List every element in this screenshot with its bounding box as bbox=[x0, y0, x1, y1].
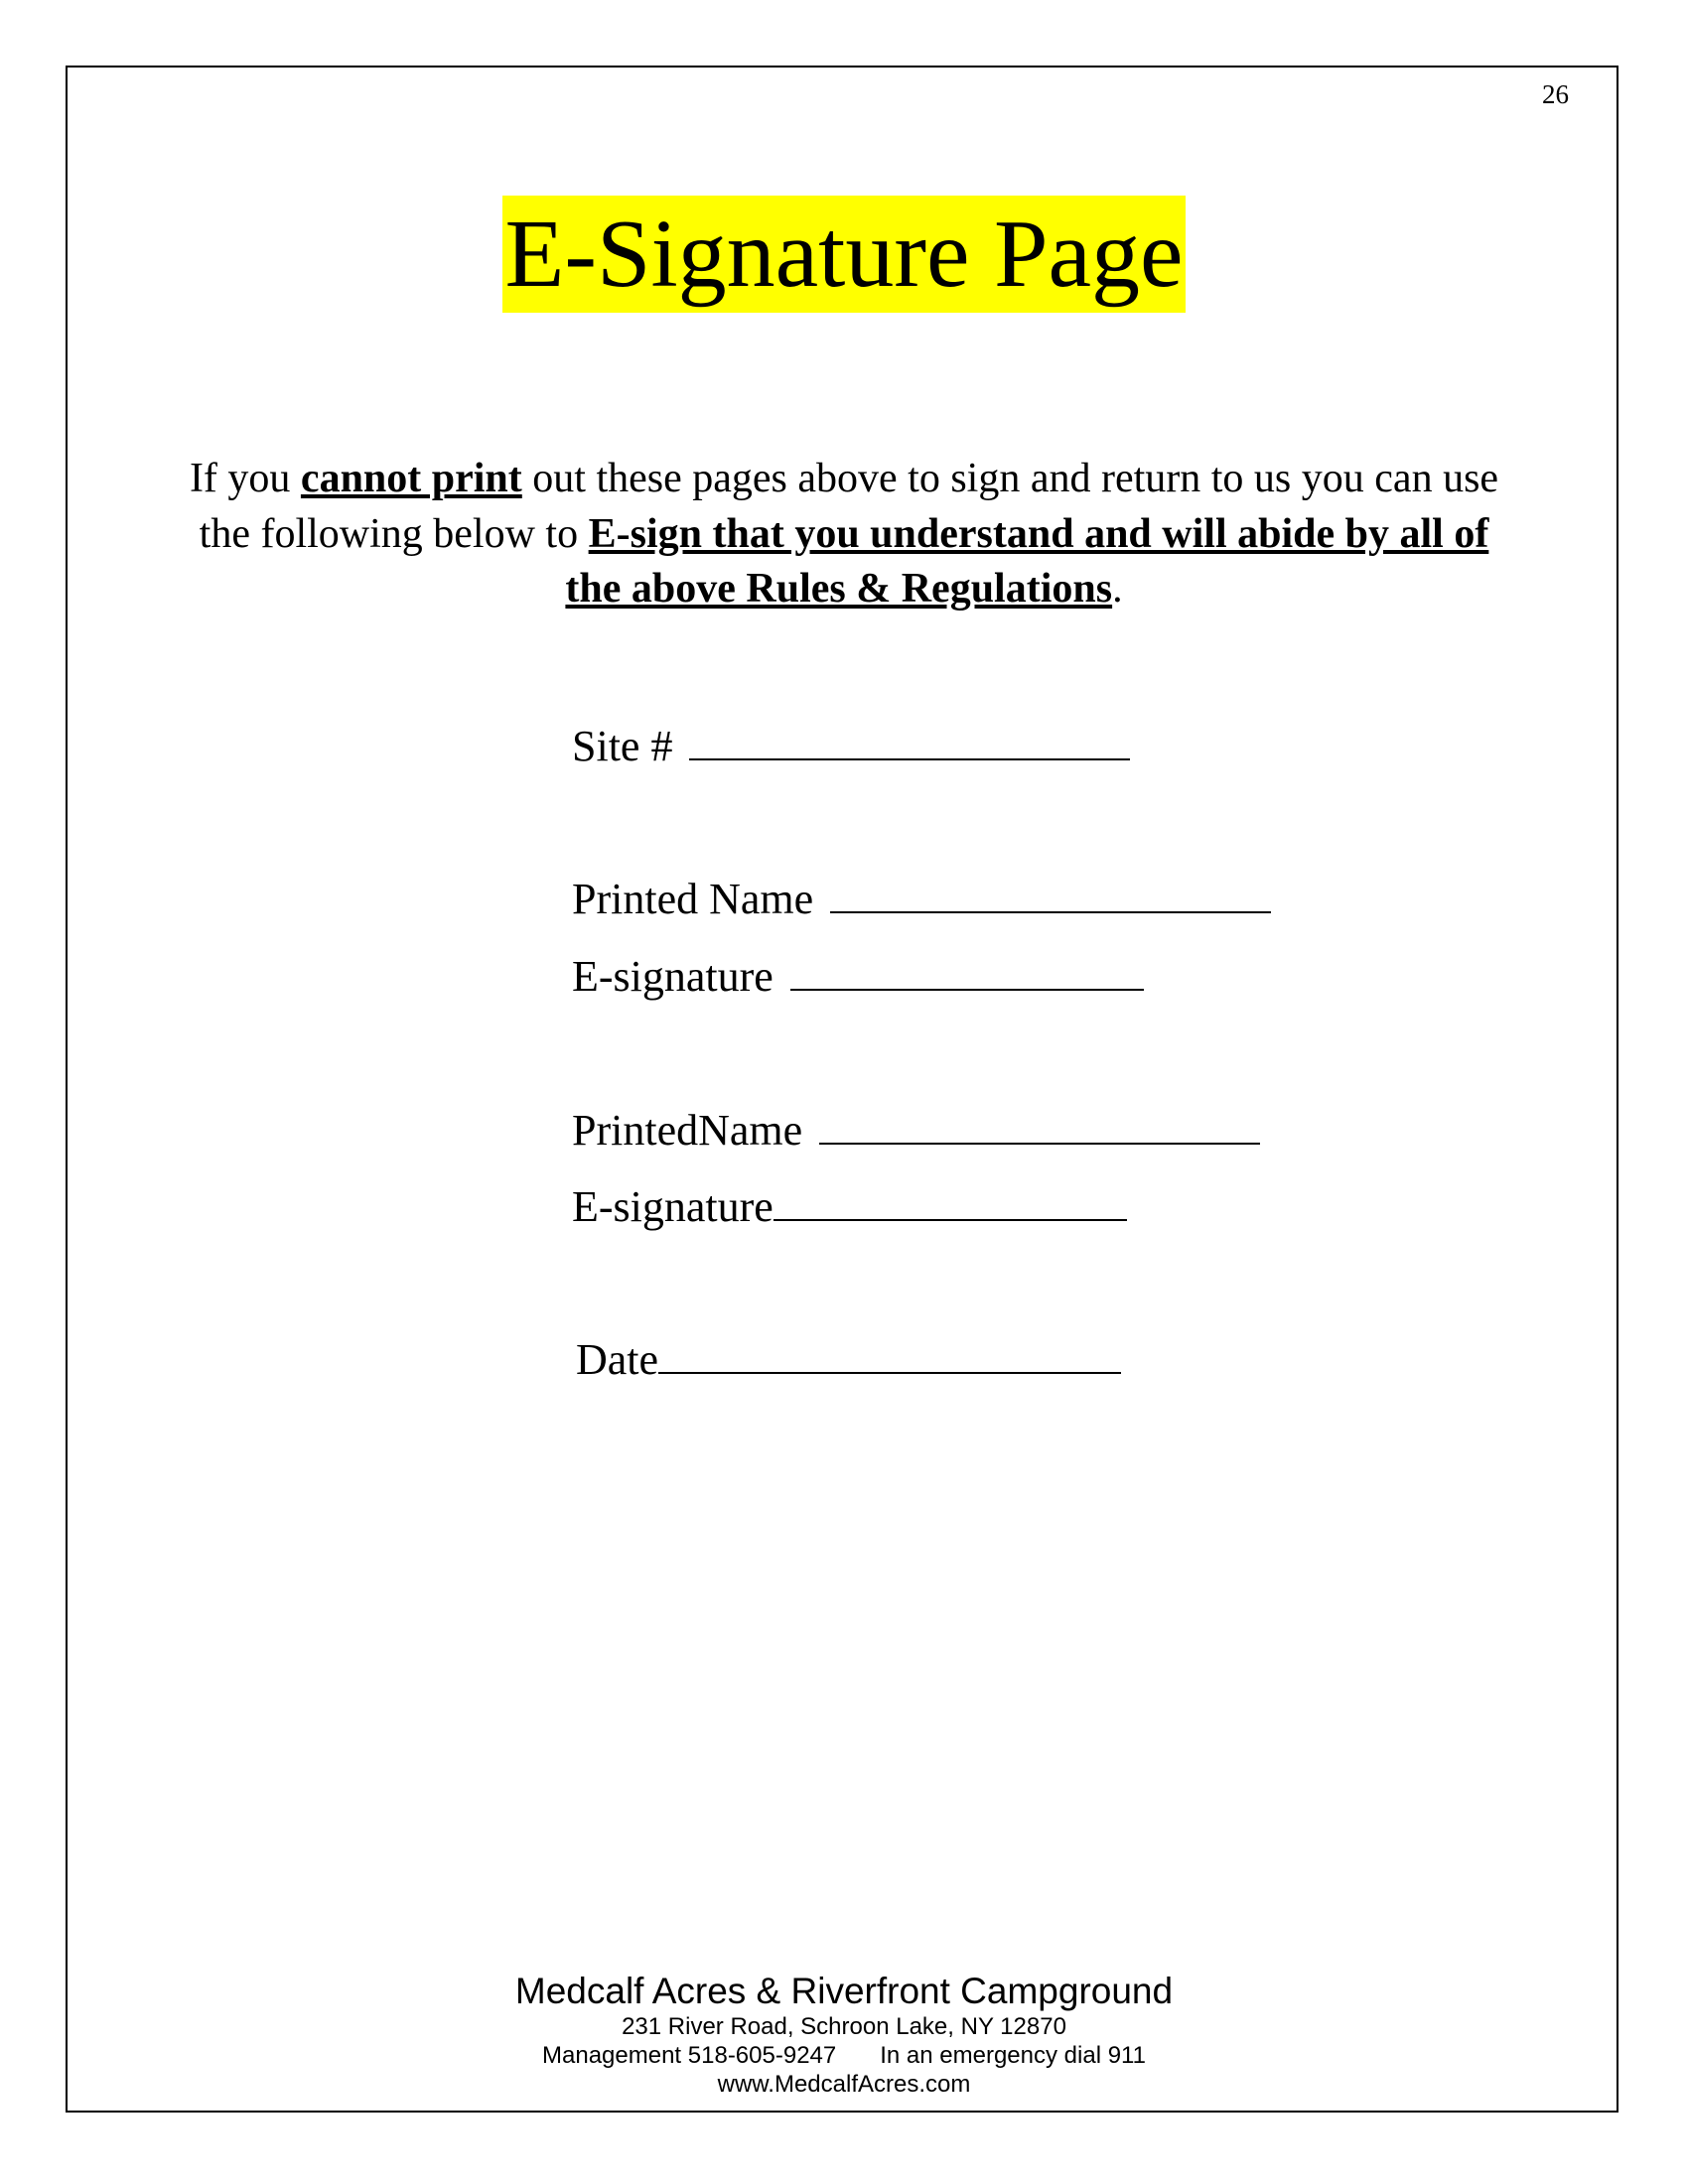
printed-name-row-1 bbox=[572, 872, 1271, 924]
management-phone: Management 518-605-9247 bbox=[542, 2042, 837, 2069]
intro-emphasis-esign: E-sign that you understand and will abide by all of the above Rules & Regulations bbox=[565, 510, 1489, 612]
business-name: Medcalf Acres & Riverfront Campground bbox=[514, 1971, 1174, 2011]
intro-text-2: out these pages above to sign and return to us you can use the following below to bbox=[199, 456, 1499, 557]
site-label: Site # bbox=[572, 722, 673, 770]
page-title: E-Signature Page bbox=[502, 196, 1185, 313]
website-link[interactable]: www.MedcalfAcres.com bbox=[717, 2071, 971, 2098]
printed-name-1-field[interactable] bbox=[830, 872, 1271, 913]
date-row bbox=[576, 1332, 1121, 1385]
intro-text-3: . bbox=[1112, 566, 1123, 612]
intro-text-1: If you bbox=[189, 456, 301, 501]
emergency-note: In an emergency dial 911 bbox=[880, 2042, 1146, 2069]
printed-name-row-2 bbox=[572, 1103, 1260, 1156]
business-address: 231 River Road, Schroon Lake, NY 12870 bbox=[622, 2013, 1066, 2040]
esignature-row-1 bbox=[572, 949, 1144, 1002]
esignature-row-2 bbox=[572, 1179, 1127, 1232]
site-row bbox=[572, 719, 1130, 771]
esignature-1-field[interactable] bbox=[790, 949, 1144, 991]
date-field[interactable] bbox=[658, 1332, 1121, 1374]
date-label: Date bbox=[576, 1335, 659, 1384]
intro-emphasis-cannot-print: cannot print bbox=[300, 456, 522, 501]
footer bbox=[0, 1971, 1688, 2099]
esignature-2-label: E-signature bbox=[572, 1182, 774, 1231]
esignature-1-label: E-signature bbox=[572, 952, 774, 1001]
contact-line bbox=[0, 2041, 1688, 2070]
printed-name-2-field[interactable] bbox=[819, 1103, 1260, 1145]
site-field[interactable] bbox=[689, 719, 1130, 760]
printed-name-1-label: Printed Name bbox=[572, 875, 814, 923]
esignature-2-field[interactable] bbox=[774, 1179, 1127, 1221]
printed-name-2-label: PrintedName bbox=[572, 1106, 803, 1155]
page-number: 26 bbox=[1542, 79, 1569, 109]
